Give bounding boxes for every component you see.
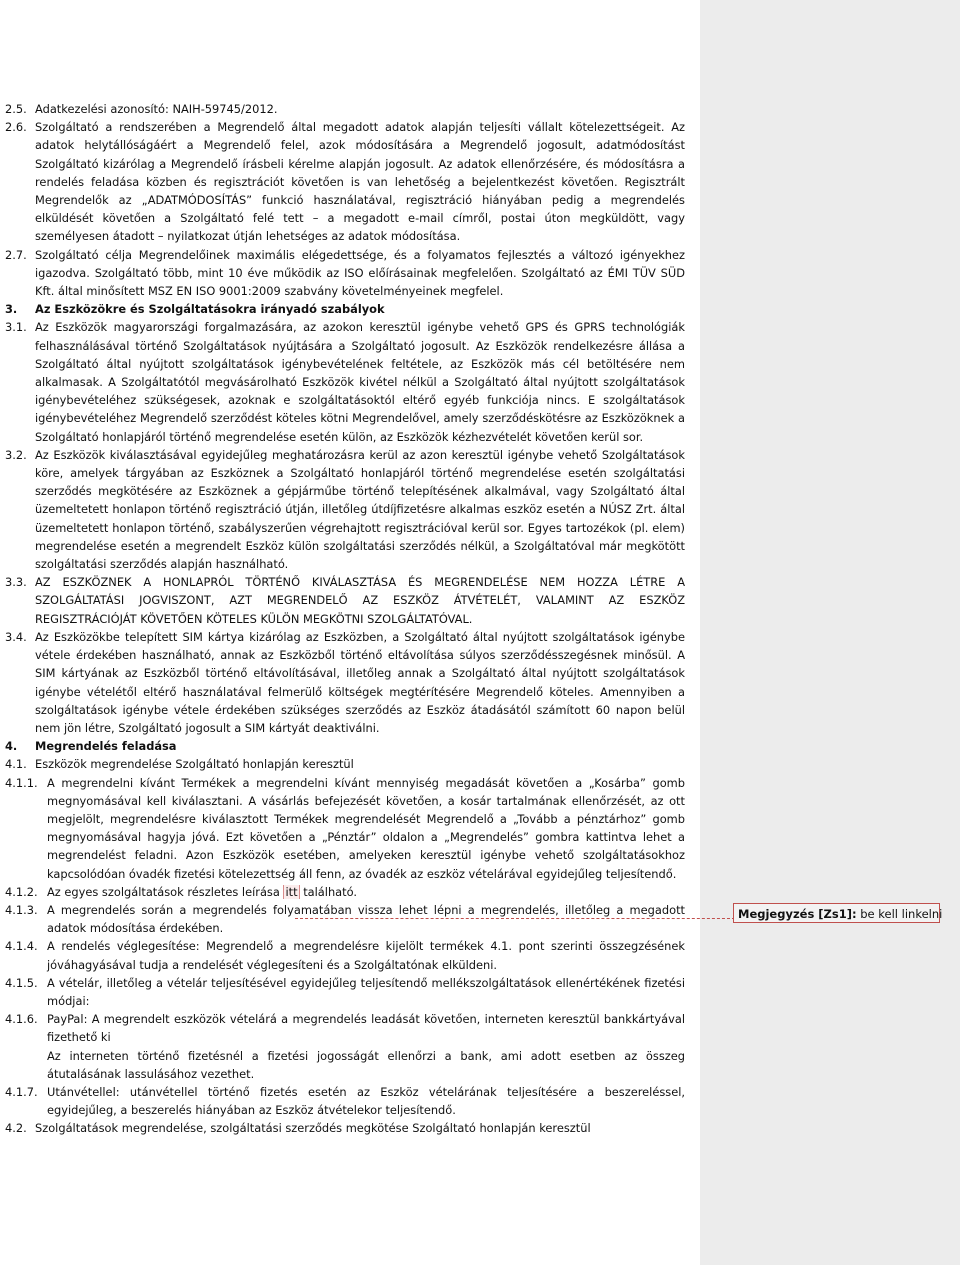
clause-text: Eszközök megrendelése Szolgáltató honlapján keresztül: [35, 757, 354, 772]
comment-text: be kell linkelni: [860, 907, 943, 921]
clause-2-5: [5, 100, 685, 118]
clause-3-3: [5, 573, 685, 628]
clause-text: A rendelés véglegesítése: Megrendelő a megrendelésre kijelölt termékek 4.1. pont szerinti összegzésének jóváhagyásával tudja a rendelését véglegesíteni és a Szolgáltatónak elküldeni.: [47, 939, 685, 972]
clause-text: Az Eszközök kiválasztásával egyidejűleg meghatározásra kerül az azon keresztül igénybe vehető Szolgáltatások köre, amelyek tárgyában az Eszköznek a Szolgáltató honlapjáról történő megrendelése esetén szolgáltatási szerződés megkötésére az Eszköznek a gépjárműbe történő telepítésének alkalmával, vagy Szolgáltató által üzemeltetett honlapon történő regisztráció útján, illetőleg útdíjfizetésre alkalmas eszköz esetén a NÚSZ Zrt. által üzemeltetett honlapon történő, szabályszerűen végrehajtott regisztrációval kerül sor. Egyes tartozékok (pl. elem) megrendelése esetén a megrendelt Eszköz külön szolgáltatási szerződés nélkül, a Szolgáltatóval már megkötött szolgáltatási szerződés alapján használható.: [35, 447, 685, 572]
comment-margin-pane: [700, 0, 960, 1265]
clause-number: 3.3.: [5, 575, 27, 590]
clause-number: 4.2.: [5, 1121, 27, 1136]
clause-text-before: Az egyes szolgáltatások részletes leírása: [47, 884, 284, 899]
clause-number: 4.1.: [5, 757, 27, 772]
section-title: Megrendelés feladása: [35, 739, 177, 754]
clause-text: PayPal: A megrendelt eszközök vételárá a megrendelés leadását követően, interneten keresztül bankkártyával fizethető ki: [47, 1012, 685, 1045]
comment-balloon[interactable]: [733, 903, 943, 923]
clause-text: A megrendelni kívánt Termékek a megrendelni kívánt mennyiség megadását követően a „Kosárba” gomb megnyomásával kell kiválasztani. A vásárlás befejezését követően, a kosár tartalmának ellenőrzését, az ott megjelölt, megrendelésre kiválasztott Termékek megrendelését Megrendelő a „Tovább a pénztárhoz” gomb megnyomásával hagyja jóvá. Ezt követően a „Pénztár” oldalon a „Megrendelés” gombra kattintva lehet a megrendelést feladni. Azon Eszközök esetében, amelyeken keresztül igénybe vehető szolgáltatásokhoz kapcsolódóan óvadék fizetési kötelezettség áll fenn, az óvadék az eszköz vételárával egyidejűleg teljesítendő.: [47, 775, 685, 881]
clause-3-4: [5, 628, 685, 737]
clause-number: 4.1.2.: [5, 884, 38, 899]
clause-text: Szolgáltató célja Megrendelőinek maximális elégedettsége, és a folyamatos fejlesztés a változó igényekhez igazodva. Szolgáltató több, mint 10 éve működik az ISO előírásainak megfelelően. Szolgáltató az ÉMI TÜV SÜD Kft. által minősített MSZ EN ISO 9001:2009 szabvány követelményeinek megfelel.: [35, 247, 685, 299]
clause-text: Az Eszközök magyarországi forgalmazására, az azokon keresztül igénybe vehető GPS és GPRS technológiák felhasználásával történő Szolgáltatások nyújtására a Szolgáltató jogosult. Az Eszközök rendelkezésre állása a Szolgáltató által nyújtott szolgáltatások igénybevételének feltétele, az Eszközök más cél betöltésére nem alkalmasak. A Szolgáltatótól megvásárolható Eszközök kivétel nélkül a Szolgáltató által nyújtott szolgáltatások igénybevételéhez szükségesek, azoknak e szolgáltatásoktól eltérő egyéb funkciója nincs. E szolgáltatások igénybevételéhez Megrendelő szerződést köteles kötni Megrendelővel, amely szerződéskötésre az Eszközöknek a Szolgáltató honlapjáról történő megrendelése esetén külön, az Eszközök kézhezvételét követően kerül sor.: [35, 320, 685, 444]
clause-4-1: [5, 755, 685, 773]
comment-author-label: Megjegyzés [Zs1]:: [738, 907, 857, 921]
clause-number: 4.1.4.: [5, 939, 38, 954]
clause-number: 4.1.5.: [5, 975, 38, 990]
clause-number: 2.5.: [5, 102, 27, 116]
clause-number: 4.1.3.: [5, 902, 38, 917]
section-title: Az Eszközökre és Szolgáltatásokra irányadó szabályok: [35, 302, 385, 317]
clause-4-1-7: [5, 1083, 685, 1119]
clause-4-1-6: [5, 1010, 685, 1083]
clause-number: 2.7.: [5, 247, 27, 262]
commented-link-text[interactable]: itt: [285, 884, 298, 899]
clause-text: A megrendelés során a megrendelés folyamatában visszа lehet lépni a megrendelés, illetőleg a megadott adatok módosítása érdekében.: [47, 902, 685, 936]
clause-2-6: [5, 118, 685, 245]
clause-text: A vételár, illetőleg a vételár teljesítésével egyidejűleg teljesítendő mellékszolgáltatások ellenértékének fizetési módjai:: [47, 975, 685, 1008]
clause-text: Adatkezelési azonosító: NAIH-59745/2012.: [35, 102, 278, 116]
clause-4-2: [5, 1119, 685, 1137]
clause-text-after: található.: [299, 884, 358, 899]
section-number: 4.: [5, 739, 18, 754]
comment-connector-line: [295, 918, 735, 919]
clause-number: 3.2.: [5, 447, 27, 462]
clause-number: 4.1.1.: [5, 775, 38, 790]
clause-text: Szolgáltató a rendszerében a Megrendelő által megadott adatok alapján teljesíti vállalt kötelezettségeit. Az adatok helytállóságáért a Megrendelő felel, azok módosítására a Megrendelő jogosult, adatmódosítást Szolgáltató kizárólag a Megrendelő írásbeli kérelme alapján jogosult. Az adatok ellenőrzésére, és módosításra a rendelés feladása közben és regisztrációt követően is van lehetőség a bejelentkezést követően. Regisztrált Megrendelők az „ADATMÓDOSÍTÁS” funkció használatával, regisztráció hiányában pedig a megrendelés elküldését követően a Szolgáltató felé tett – a megadott e-mail címről, postai úton megküldött, vagy személyesen átadott – nyilatkozat útján lehetséges az adatok módosítása.: [35, 120, 685, 244]
clause-text-continued: Az interneten történő fizetésnél a fizetési jogosságát ellenőrzi a bank, ami adott esetben az összeg átutalásának lassulásához vezethet.: [47, 1048, 685, 1081]
clause-number: 4.1.7.: [5, 1084, 38, 1099]
clause-4-1-4: [5, 937, 685, 973]
clause-text: Az Eszközökbe telepített SIM kártya kizárólag az Eszközben, a Szolgáltató által nyújtott szolgáltatások igénybe vétele érdekében használható, annak az Eszközből történő eltávolítása súlyos szerződésszegésnek minősül. A SIM kártyának az Eszközből történő eltávolításával, illetőleg annak a Szolgáltató által nyújtott szolgáltatások igénybe vételétől eltérő használatával felmerülő költségek megtérítésére Megrendelő köteles. Amennyiben a szolgáltatások igénybe vétele érdekében szükséges szerződés az Eszköz átadásától számított 60 napon belül nem jön létre, Szolgáltató jogosult a SIM kártyát deaktiválni.: [35, 629, 685, 735]
section-heading-4: [5, 737, 685, 755]
clause-4-1-1: [5, 774, 685, 883]
section-number: 3.: [5, 302, 18, 317]
clause-text: Utánvétellel: utánvétellel történő fizetés esetén az Eszköz vételárának teljesítésére a beszereléssel, egyidejűleg, a beszerelés hiányában az Eszköz átvételekor teljesítendő.: [47, 1084, 685, 1118]
clause-4-1-2: [5, 883, 685, 901]
section-heading-3: [5, 300, 685, 318]
clause-4-1-3: [5, 901, 685, 937]
clause-4-1-5: [5, 974, 685, 1010]
clause-3-1: [5, 318, 685, 445]
clause-number: 2.6.: [5, 120, 27, 135]
clause-3-2: [5, 446, 685, 573]
document-content: [5, 100, 685, 1138]
clause-number: 3.1.: [5, 320, 27, 335]
clause-number: 4.1.6.: [5, 1012, 38, 1027]
clause-number: 3.4.: [5, 629, 27, 644]
clause-text: AZ ESZKÖZNEK A HONLAPRÓL TÖRTÉNŐ KIVÁLASZTÁSA ÉS MEGRENDELÉSE NEM HOZZA LÉTRE A SZOLGÁLTATÁSI JOGVISZONT, AZT MEGRENDELŐ AZ ESZKÖZ ÁTVÉTELÉT, VALAMINT AZ ESZKÖZ REGISZTRÁCIÓJÁT KÖVETŐEN KÖTELES KÜLÖN MEGKÖTNI SZOLGÁLTATÓVAL.: [35, 575, 685, 626]
clause-text: Szolgáltatások megrendelése, szolgáltatási szerződés megkötése Szolgáltató honlapján keresztül: [35, 1121, 591, 1136]
clause-2-7: [5, 246, 685, 301]
